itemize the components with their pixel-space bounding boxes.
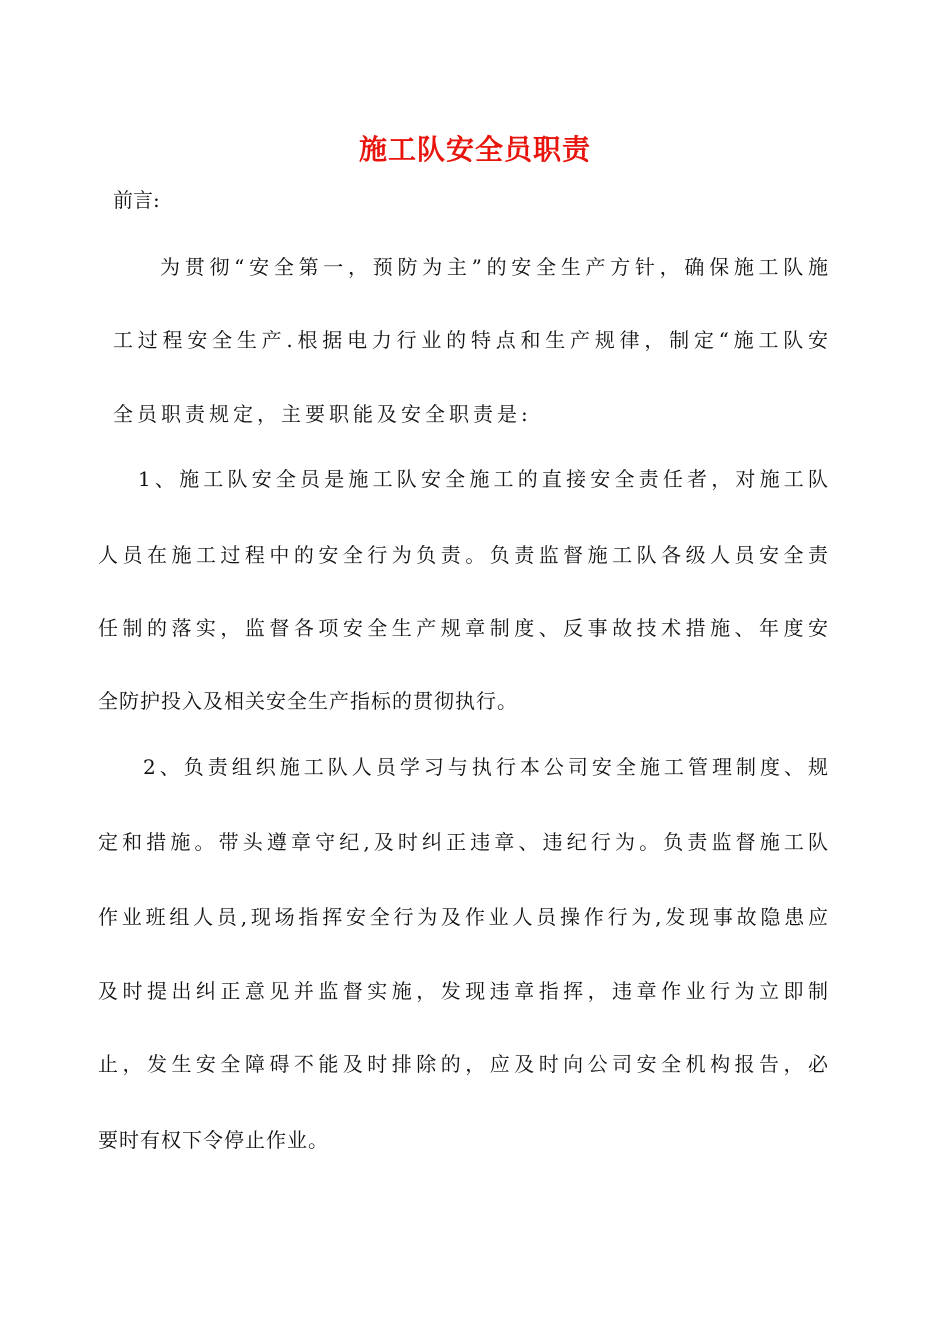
paragraph-line: 任制的落实，监督各项安全生产规章制度、反事故技术措施、年度安	[98, 616, 828, 640]
paragraph-line: 作业班组人员,现场指挥安全行为及作业人员操作行为,发现事故隐患应	[98, 905, 828, 929]
document-title: 施工队安全员职责	[358, 133, 591, 166]
paragraph-line: 及时提出纠正意见并监督实施，发现违章指挥，违章作业行为立即制	[98, 979, 828, 1003]
paragraph-line: 定和措施。带头遵章守纪,及时纠正违章、违纪行为。负责监督施工队	[98, 830, 828, 854]
paragraph-line: 2、负责组织施工队人员学习与执行本公司安全施工管理制度、规	[143, 755, 828, 779]
paragraph-line: 止，发生安全障碍不能及时排除的，应及时向公司安全机构报告，必	[98, 1052, 828, 1076]
paragraph-line: 人员在施工过程中的安全行为负责。负责监督施工队各级人员安全责	[98, 543, 828, 567]
paragraph-line: 要时有权下令停止作业。	[98, 1128, 329, 1152]
preface-label: 前言:	[113, 188, 160, 212]
paragraph-line: 为贯彻“安全第一，预防为主”的安全生产方针，确保施工队施	[160, 255, 828, 279]
paragraph-line: 1、施工队安全员是施工队安全施工的直接安全责任者，对施工队	[138, 467, 828, 491]
paragraph-line: 工过程安全生产.根据电力行业的特点和生产规律，制定“施工队安	[113, 328, 828, 352]
paragraph-line: 全防护投入及相关安全生产指标的贯彻执行。	[98, 689, 518, 713]
paragraph-line: 全员职责规定，主要职能及安全职责是:	[113, 402, 532, 426]
